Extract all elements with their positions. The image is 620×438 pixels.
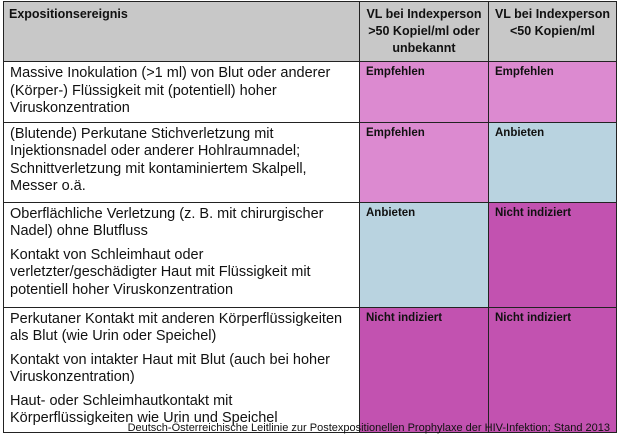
exposure-text: (Blutende) Perkutane Stichverletzung mit Injektionsnadel oder anderer Hohlraumnadel; Schnittverletzung mit kontaminiertem Skalpell, Messer o.ä. [10, 125, 307, 194]
exposure-text: Haut- oder Schleimhautkontakt mit Körperflüssigkeiten wie Urin und Speichel [10, 392, 278, 426]
exposure-text: Kontakt von Schleimhaut oder verletzter/geschädigter Haut mit Flüssigkeit mit potentiell hoher Viruskonzentration [10, 246, 311, 298]
pep-recommendation-table [3, 1, 617, 433]
recommendation-low-vl: Anbieten [489, 122, 617, 202]
header-viral-load-high: VL bei Indexperson >50 Kopiel/ml oder unbekannt [360, 2, 489, 62]
recommendation-low-vl: Nicht indiziert [489, 202, 617, 307]
recommendation-high-vl: Empfehlen [360, 62, 489, 123]
table-row [4, 62, 617, 123]
recommendation-low-vl: Nicht indiziert [489, 307, 617, 432]
source-citation: Deutsch-Österreichische Leitlinie zur Postexpositionellen Prophylaxe der HIV-Infektion; Stand 2013 [127, 422, 610, 434]
header-viral-load-low: VL bei Indexperson <50 Kopien/ml [489, 2, 617, 62]
recommendation-high-vl: Nicht indiziert [360, 307, 489, 432]
table-row [4, 202, 617, 307]
exposure-text: Perkutaner Kontakt mit anderen Körperflüssigkeiten als Blut (wie Urin oder Speichel) [10, 310, 343, 344]
exposure-text: Massive Inokulation (>1 ml) von Blut oder anderer (Körper-) Flüssigkeit mit (potentiell) hoher Viruskonzentration [10, 65, 331, 116]
exposure-cell [4, 202, 360, 307]
exposure-cell [4, 62, 360, 123]
exposure-text: Kontakt von intakter Haut mit Blut (auch bei hoher Viruskonzentration) [10, 351, 330, 385]
header-exposure-event: Expositionsereignis [4, 2, 360, 62]
exposure-text: Oberflächliche Verletzung (z. B. mit chirurgischer Nadel) ohne Blutfluss [10, 205, 324, 239]
exposure-cell [4, 307, 360, 432]
table-row [4, 307, 617, 432]
recommendation-low-vl: Empfehlen [489, 62, 617, 123]
recommendation-high-vl: Anbieten [360, 202, 489, 307]
table-header-row [4, 2, 617, 62]
recommendation-high-vl: Empfehlen [360, 122, 489, 202]
table-row [4, 122, 617, 202]
exposure-cell [4, 122, 360, 202]
